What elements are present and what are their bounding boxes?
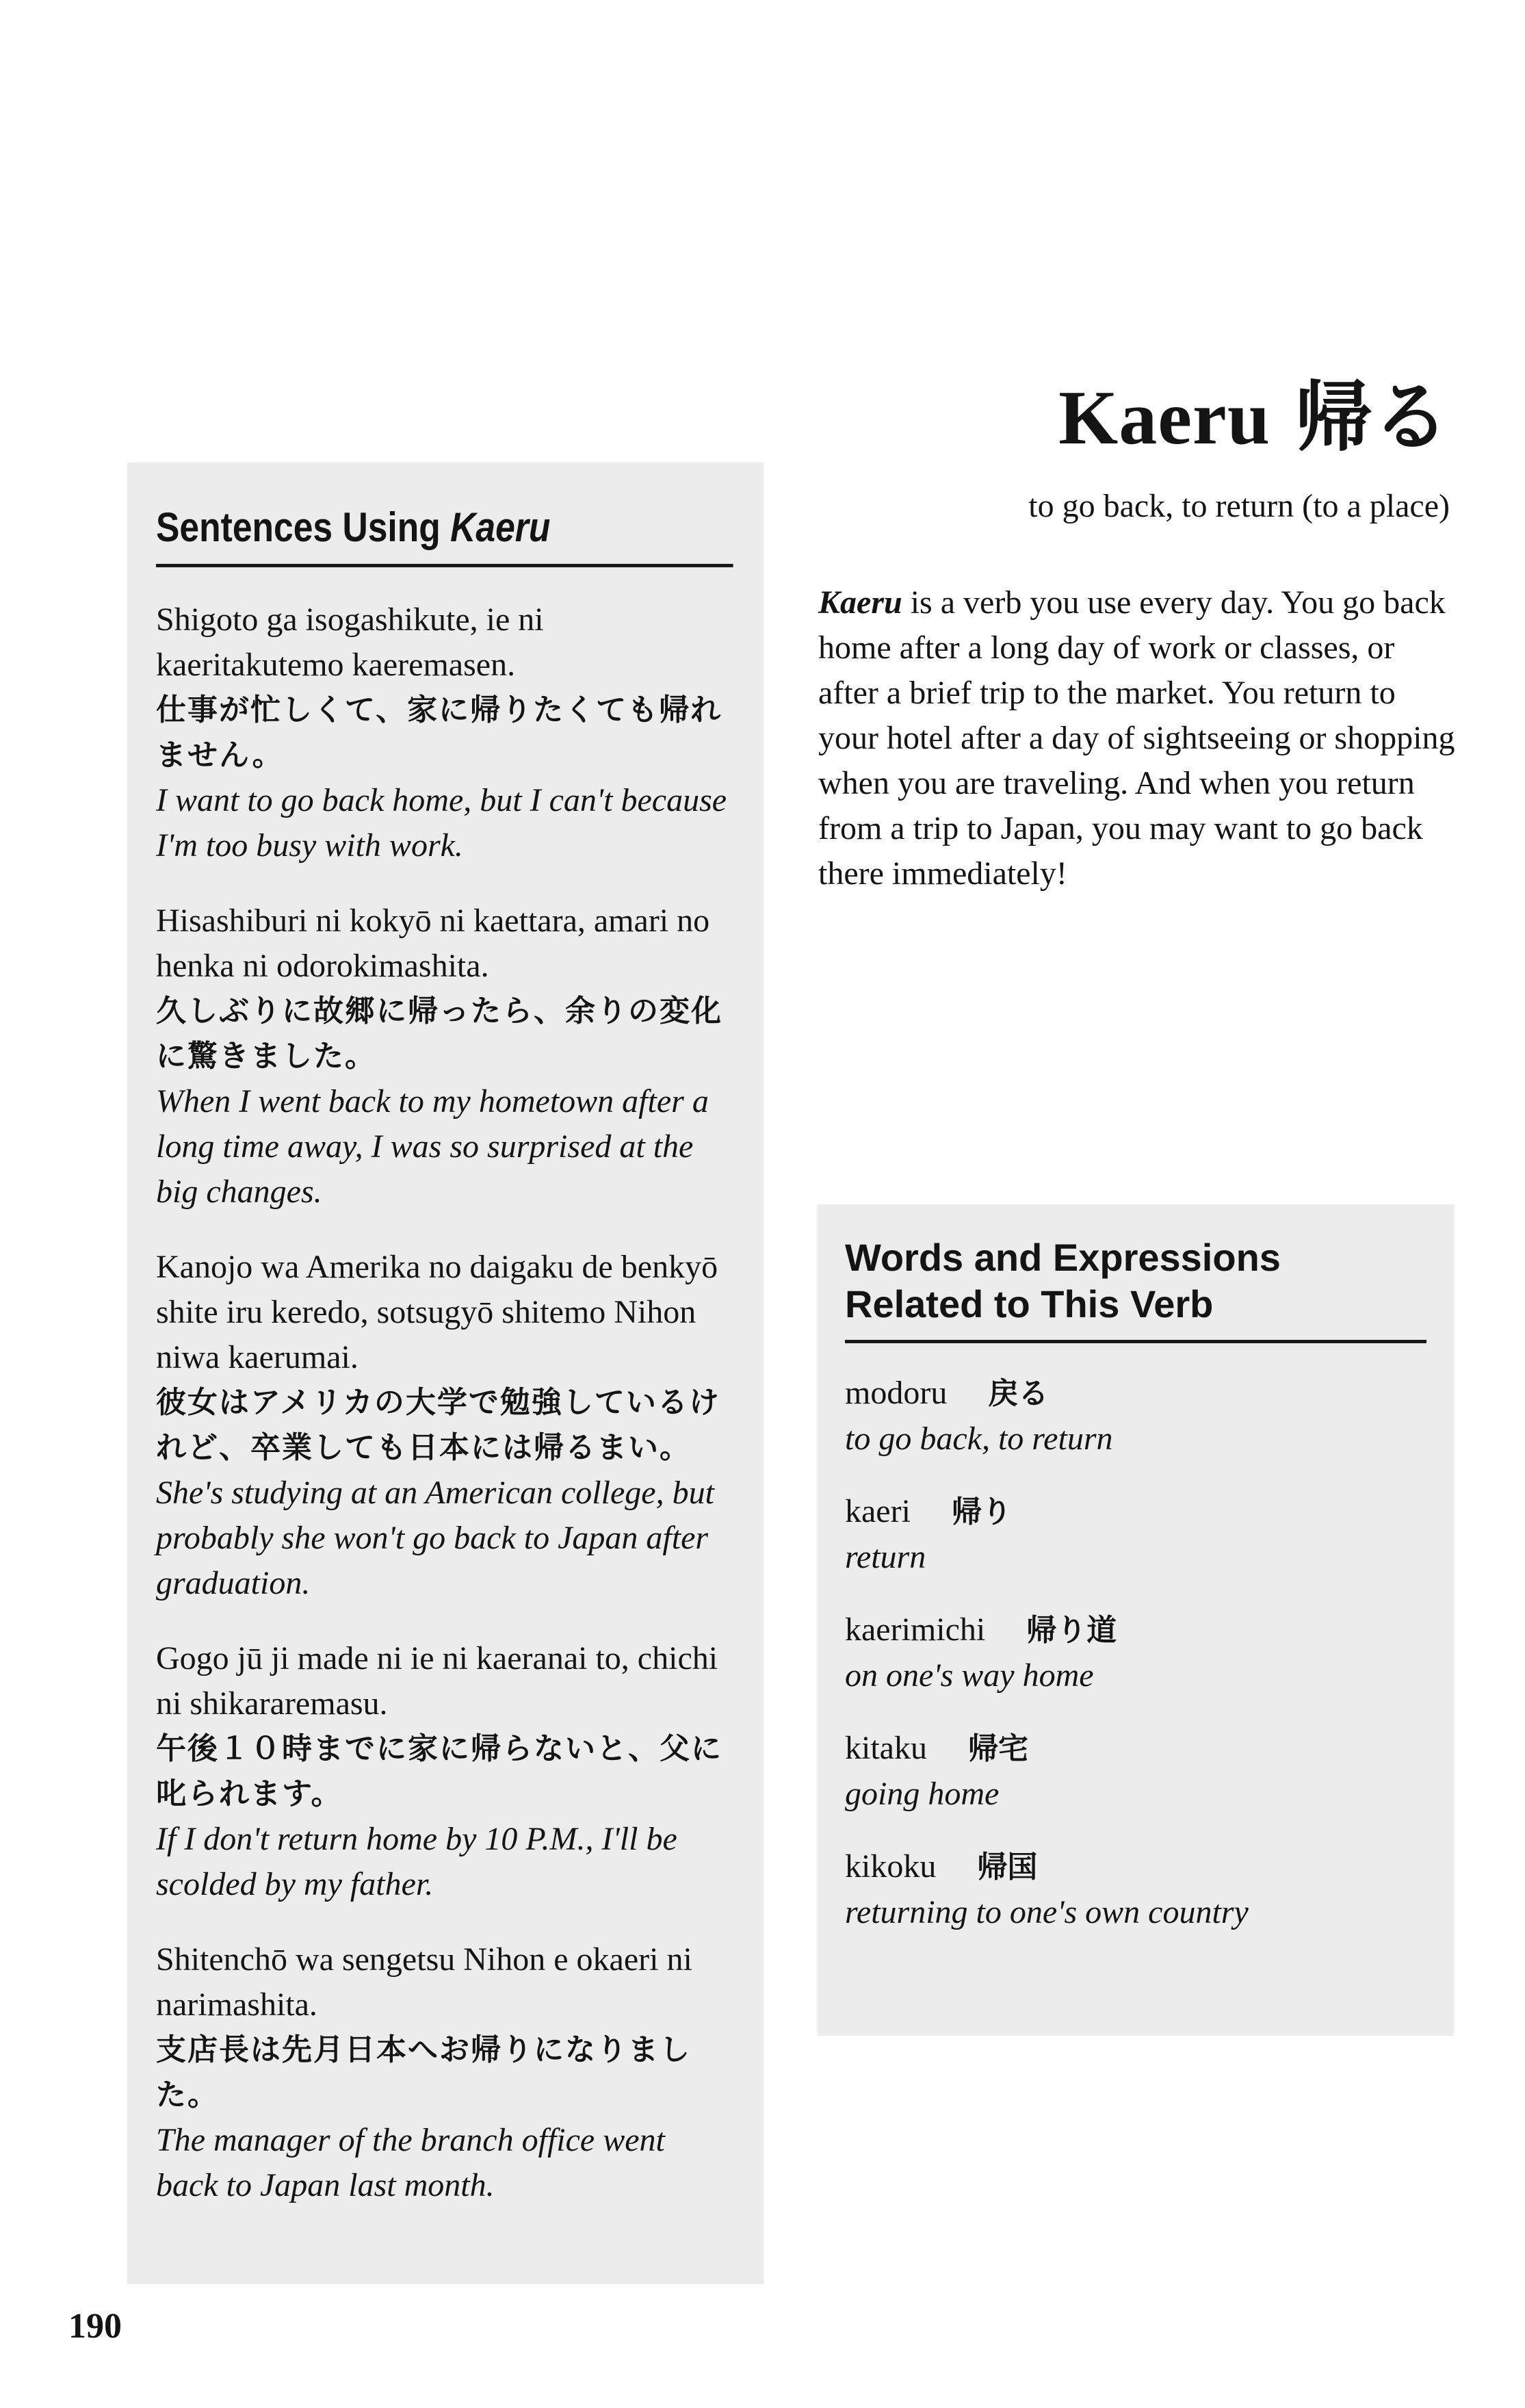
related-word xyxy=(845,1844,1426,1935)
word-kanji: 帰宅 xyxy=(967,1731,1028,1766)
sentence-romaji: Hisashiburi ni kokyō ni kaettara, amari no henka ni odorokimashita. xyxy=(156,903,710,984)
example-sentence xyxy=(156,898,735,1215)
related-words-box xyxy=(818,1204,1454,2036)
related-word xyxy=(845,1607,1426,1698)
page-number: 190 xyxy=(68,2307,122,2346)
sentence-romaji: Gogo jū ji made ni ie ni kaeranai to, chichi ni shikararemasu. xyxy=(156,1640,718,1722)
word-gloss: on one's way home xyxy=(845,1657,1094,1694)
sentence-japanese: 仕事が忙しくて、家に帰りたくても帰れません。 xyxy=(156,692,722,773)
word-romaji: kaeri xyxy=(845,1493,911,1529)
example-sentence xyxy=(156,597,735,868)
sentence-japanese: 彼女はアメリカの大学で勉強しているけれど、卒業しても日本には帰るまい。 xyxy=(156,1385,720,1465)
sentence-english: When I went back to my hometown after a long time away, I was so surprised at the big changes. xyxy=(156,1083,709,1210)
verb-definition: to go back, to return (to a place) xyxy=(1028,488,1450,524)
sentence-english: The manager of the branch office went back to Japan last month. xyxy=(156,2122,665,2203)
related-word xyxy=(845,1726,1426,1817)
word-romaji: kaerimichi xyxy=(845,1611,986,1648)
sentence-japanese: 午後１０時までに家に帰らないと、父に叱られます。 xyxy=(156,1731,722,1811)
word-romaji: kikoku xyxy=(845,1848,937,1885)
sentence-english: I want to go back home, but I can't because I'm too busy with work. xyxy=(156,782,727,864)
sentence-romaji: Shigoto ga isogashikute, ie ni kaeritakutemo kaeremasen. xyxy=(156,601,544,683)
sentence-romaji: Shitenchō wa sengetsu Nihon e okaeri ni narimashita. xyxy=(156,1941,692,2023)
word-gloss: return xyxy=(845,1539,926,1575)
sentence-romaji: Kanojo wa Amerika no daigaku de benkyō shite iru keredo, sotsugyō shitemo Nihon niwa kaerumai. xyxy=(156,1249,718,1375)
sentences-heading xyxy=(156,504,733,567)
related-word xyxy=(845,1489,1426,1580)
example-sentence xyxy=(156,1937,735,2208)
word-kanji: 帰国 xyxy=(977,1850,1038,1885)
title-kanji: 帰る xyxy=(1295,373,1450,462)
word-romaji: modoru xyxy=(845,1375,948,1411)
word-gloss: returning to one's own country xyxy=(845,1894,1249,1930)
page-title xyxy=(1058,356,1450,466)
intro-term: Kaeru xyxy=(818,584,902,621)
sentences-box xyxy=(127,463,764,2284)
related-word xyxy=(845,1371,1426,1462)
intro-paragraph xyxy=(818,580,1461,896)
sentence-english: She's studying at an American college, but probably she won't go back to Japan after graduation. xyxy=(156,1475,714,1601)
sentences-heading-prefix: Sentences Using xyxy=(156,504,451,550)
title-romaji: Kaeru xyxy=(1058,376,1270,461)
sentence-japanese: 支店長は先月日本へお帰りになりました。 xyxy=(156,2032,691,2112)
sentence-japanese: 久しぶりに故郷に帰ったら、余りの変化に驚きました。 xyxy=(156,994,722,1074)
word-gloss: to go back, to return xyxy=(845,1421,1113,1457)
sentences-heading-term: Kaeru xyxy=(450,504,551,550)
word-kanji: 戻る xyxy=(988,1376,1049,1411)
word-kanji: 帰り xyxy=(951,1494,1012,1529)
example-sentence xyxy=(156,1245,735,1606)
word-romaji: kitaku xyxy=(845,1730,927,1766)
example-sentence xyxy=(156,1636,735,1907)
word-gloss: going home xyxy=(845,1776,1000,1812)
intro-text: is a verb you use every day. You go back home after a long day of work or classes, or after a brief trip to the market. You return to your hotel after a day of sightseeing or shopping when you are traveling. And when you return from a trip to Japan, you may want to go back there immediately! xyxy=(818,584,1455,892)
word-kanji: 帰り道 xyxy=(1026,1613,1117,1648)
sentence-english: If I don't return home by 10 P.M., I'll be scolded by my father. xyxy=(156,1821,677,1902)
related-words-heading: Words and Expressions Related to This Verb xyxy=(845,1234,1426,1343)
